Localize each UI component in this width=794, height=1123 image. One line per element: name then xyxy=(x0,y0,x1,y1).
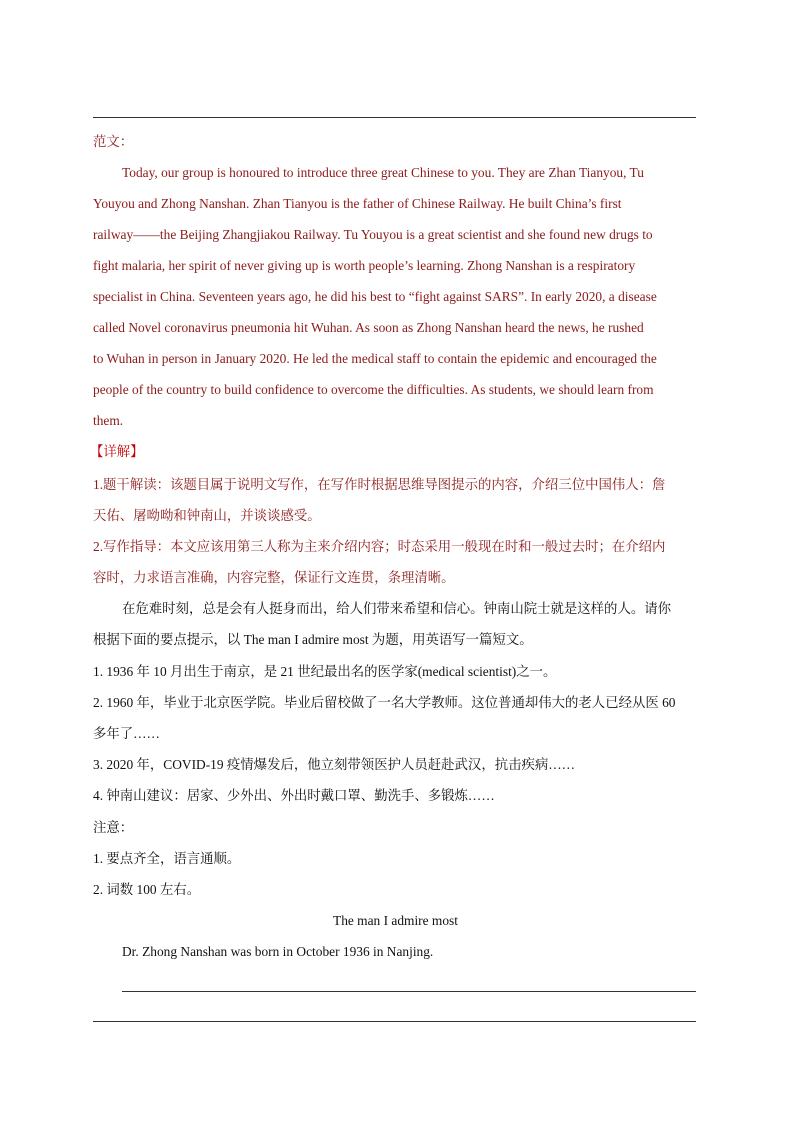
essay-line-2: Youyou and Zhong Nanshan. Zhan Tianyou is the father of Chinese Railway. He built China’s first xyxy=(93,196,622,211)
top-rule xyxy=(93,117,696,118)
explanation-heading: 【详解】 xyxy=(90,444,144,459)
task-intro-line-1: 在危难时刻，总是会有人挺身而出，给人们带来希望和信心。钟南山院士就是这样的人。请你 xyxy=(122,601,672,616)
essay-line-4: fight malaria, her spirit of never giving up is worth people’s learning. Zhong Nanshan is a respiratory xyxy=(93,258,636,273)
essay-line-3: railway——the Beijing Zhangjiakou Railway. Tu Youyou is a great scientist and she found new drugs to xyxy=(93,227,653,242)
task-point-1: 1. 1936 年 10 月出生于南京，是 21 世纪最出名的医学家(medical scientist)之一。 xyxy=(93,664,557,679)
essay-line-9: them. xyxy=(93,413,124,428)
model-essay-label: 范文： xyxy=(93,134,134,149)
note-1: 1. 要点齐全，语言通顺。 xyxy=(93,851,241,866)
essay-line-7: to Wuhan in person in January 2020. He led the medical staff to contain the epidemic and encouraged the xyxy=(93,351,657,366)
task-point-3: 3. 2020 年，COVID-19 疫情爆发后，他立刻带领医护人员赶赴武汉，抗击疾病…… xyxy=(93,757,576,772)
essay-title: The man I admire most xyxy=(333,913,458,928)
explanation-line-3: 2.写作指导：本文应该用第三人称为主来介绍内容；时态采用一般现在时和一般过去时；在介绍内 xyxy=(93,539,666,554)
bottom-rule xyxy=(93,1021,696,1022)
task-point-4: 4. 钟南山建议：居家、少外出、外出时戴口罩、勤洗手、多锻炼…… xyxy=(93,788,495,803)
essay-line-8: people of the country to build confidence to overcome the difficulties. As students, we should learn from xyxy=(93,382,654,397)
note-2: 2. 词数 100 左右。 xyxy=(93,882,201,897)
task-point-2: 2. 1960 年，毕业于北京医学院。毕业后留校做了一名大学教师。这位普通却伟大的老人已经从医 60 xyxy=(93,695,676,710)
essay-line-5: specialist in China. Seventeen years ago, he did his best to “fight against SARS”. In early 2020, a disease xyxy=(93,289,657,304)
task-intro-line-2: 根据下面的要点提示，以 The man I admire most 为题，用英语写一篇短文。 xyxy=(93,632,533,647)
essay-line-6: called Novel coronavirus pneumonia hit Wuhan. As soon as Zhong Nanshan heard the news, he rushed xyxy=(93,320,644,335)
explanation-line-2: 天佑、屠呦呦和钟南山，并谈谈感受。 xyxy=(93,508,321,523)
answer-line xyxy=(122,991,696,992)
task-point-2-cont: 多年了…… xyxy=(93,726,160,741)
explanation-line-1: 1.题干解读：该题目属于说明文写作，在写作时根据思维导图提示的内容，介绍三位中国伟人：詹 xyxy=(93,477,666,492)
explanation-line-4: 容时，力求语言准确，内容完整，保证行文连贯，条理清晰。 xyxy=(93,570,455,585)
essay-line-1: Today, our group is honoured to introduce three great Chinese to you. They are Zhan Tianyou, Tu xyxy=(122,165,644,180)
notes-label: 注意： xyxy=(93,820,134,835)
first-sentence: Dr. Zhong Nanshan was born in October 1936 in Nanjing. xyxy=(122,944,434,959)
